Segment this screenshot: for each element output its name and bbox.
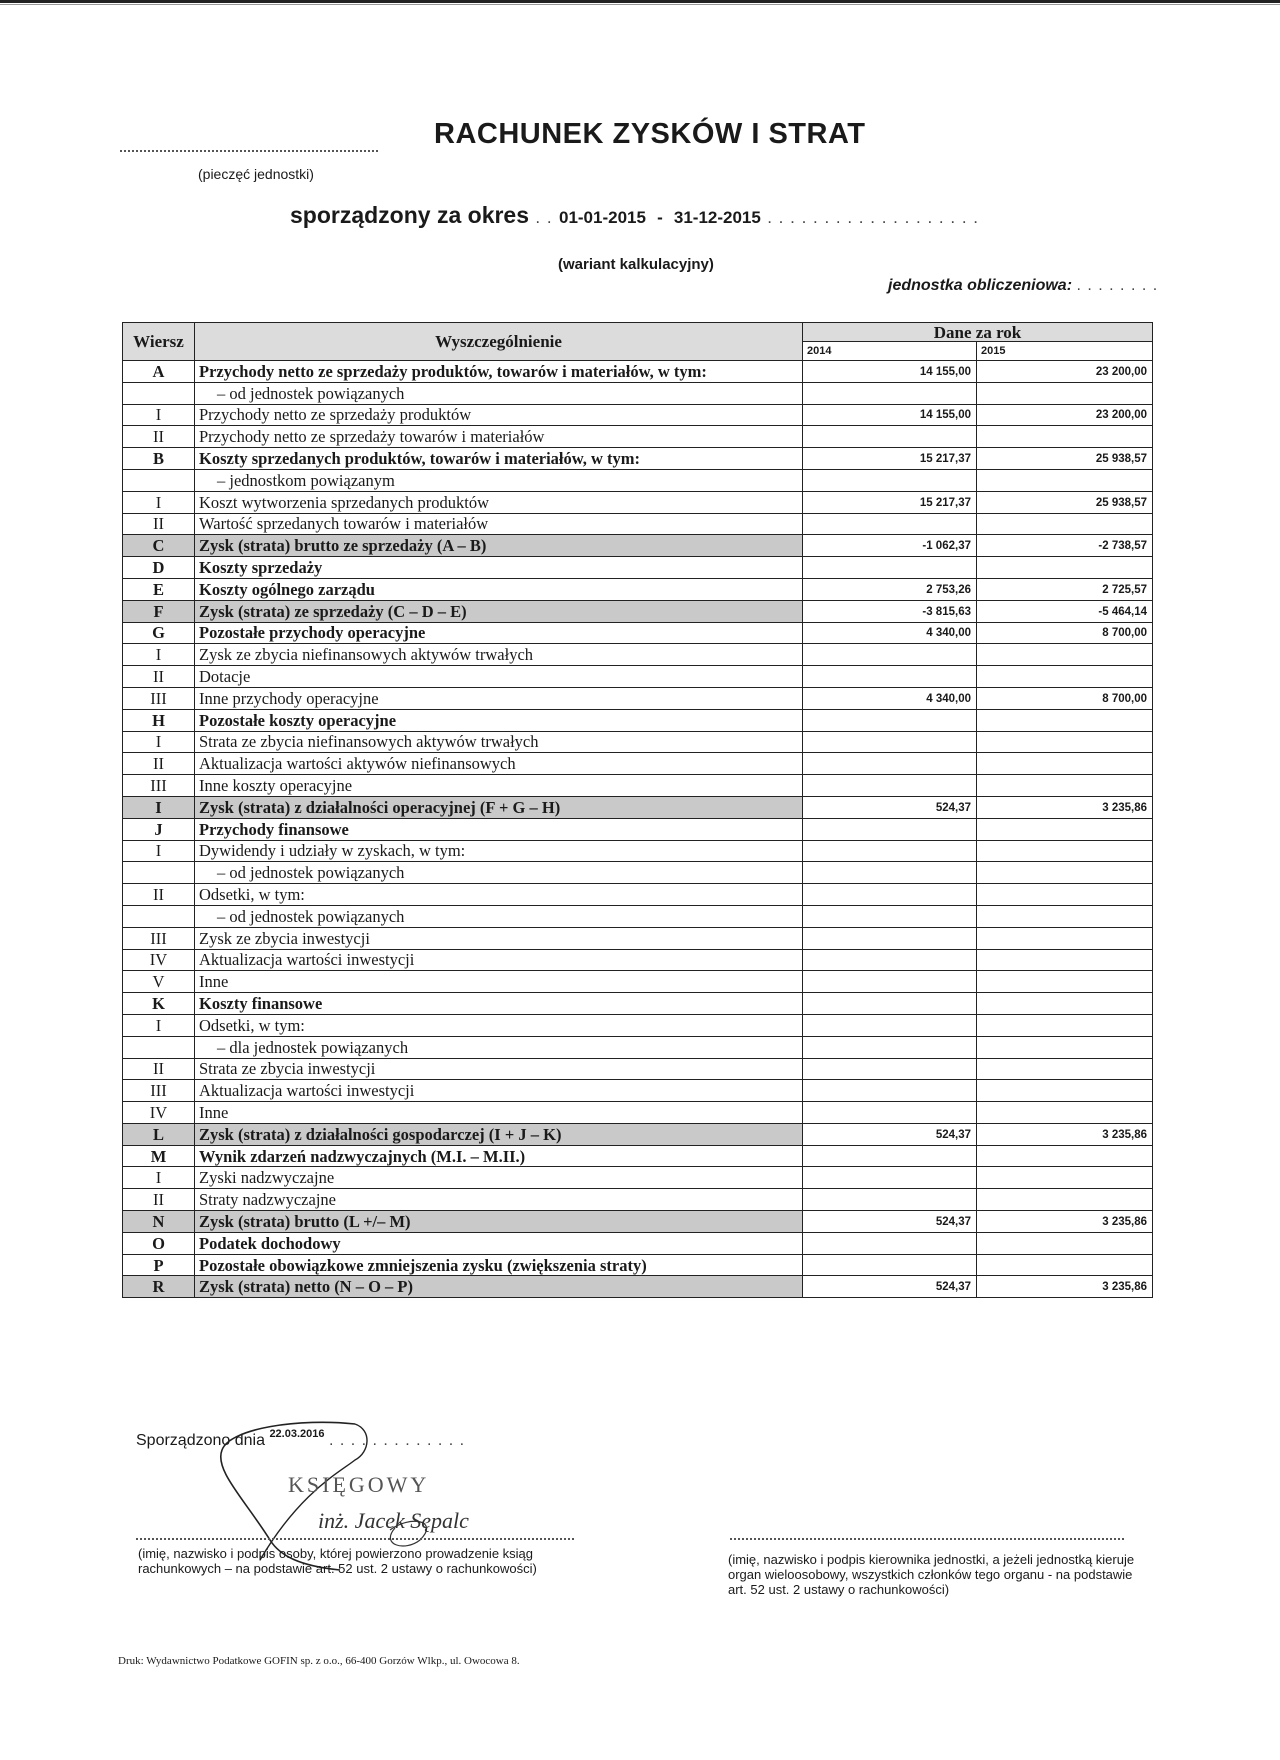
row-value-2014: 524,37 (803, 1276, 977, 1298)
row-code: II (123, 513, 195, 535)
period-line: sporządzony za okres . . 01-01-2015 - 31-12-2015 . . . . . . . . . . . . . . . . . . . (290, 202, 979, 228)
row-code: II (123, 666, 195, 688)
row-description: Odsetki, w tym: (195, 884, 803, 906)
row-description: Inne (195, 1102, 803, 1124)
row-code: III (123, 687, 195, 709)
left-signature-line (136, 1538, 574, 1540)
row-description: Strata ze zbycia niefinansowych aktywów trwałych (195, 731, 803, 753)
row-value-2015: 23 200,00 (977, 404, 1153, 426)
row-value-2014: 524,37 (803, 1211, 977, 1233)
row-description: Strata ze zbycia inwestycji (195, 1058, 803, 1080)
unit-line: jednostka obliczeniowa: . . . . . . . . (888, 277, 1159, 294)
row-description: – od jednostek powiązanych (195, 382, 803, 404)
row-code: I (123, 1167, 195, 1189)
row-description: Wynik zdarzeń nadzwyczajnych (M.I. – M.II.) (195, 1145, 803, 1167)
handwritten-signature: inż. Jacek Sępalc (318, 1508, 469, 1533)
row-code: N (123, 1211, 195, 1233)
row-code: II (123, 1189, 195, 1211)
row-value-2015: 8 700,00 (977, 687, 1153, 709)
row-value-2014: 14 155,00 (803, 404, 977, 426)
right-signature-line (730, 1538, 1124, 1540)
row-code: II (123, 426, 195, 448)
row-value-2015: 8 700,00 (977, 622, 1153, 644)
row-description: Aktualizacja wartości aktywów niefinansowych (195, 753, 803, 775)
prepared-on: Sporządzono dnia $^{22.03.2016}$ . . . . . . . . . . . . . (136, 1428, 466, 1449)
col-header-desc: Wyszczególnienie (195, 323, 803, 361)
row-value-2015: 3 235,86 (977, 1276, 1153, 1298)
row-description: Koszty ogólnego zarządu (195, 578, 803, 600)
row-code: B (123, 448, 195, 470)
prepared-label: Sporządzono dnia (136, 1432, 265, 1449)
row-description: Zysk (strata) brutto ze sprzedaży (A – B) (195, 535, 803, 557)
row-description: Zyski nadzwyczajne (195, 1167, 803, 1189)
stamp-label: (pieczęć jednostki) (198, 166, 314, 182)
row-description: – jednostkom powiązanym (195, 469, 803, 491)
row-code: O (123, 1232, 195, 1254)
row-description: Aktualizacja wartości inwestycji (195, 949, 803, 971)
period-label: sporządzony za okres (290, 202, 530, 228)
variant-label: (wariant kalkulacyjny) (558, 256, 714, 273)
row-description: Dotacje (195, 666, 803, 688)
row-code: I (123, 1014, 195, 1036)
row-description: Koszty sprzedaży (195, 557, 803, 579)
row-description: Aktualizacja wartości inwestycji (195, 1080, 803, 1102)
row-code: H (123, 709, 195, 731)
row-description: Straty nadzwyczajne (195, 1189, 803, 1211)
row-code: E (123, 578, 195, 600)
row-description: Przychody netto ze sprzedaży produktów (195, 404, 803, 426)
row-description: Wartość sprzedanych towarów i materiałów (195, 513, 803, 535)
accountant-stamp: KSIĘGOWY (288, 1472, 430, 1497)
row-code: L (123, 1123, 195, 1145)
row-code: P (123, 1254, 195, 1276)
row-value-2015: 2 725,57 (977, 578, 1153, 600)
prepared-date: 22.03.2016 (269, 1428, 325, 1440)
row-description: Przychody netto ze sprzedaży produktów, towarów i materiałów, w tym: (195, 361, 803, 383)
row-value-2015: 3 235,86 (977, 1211, 1153, 1233)
row-description: – od jednostek powiązanych (195, 905, 803, 927)
col-header-data: Dane za rok (803, 323, 1153, 342)
row-description: Koszt wytworzenia sprzedanych produktów (195, 491, 803, 513)
row-value-2014: -3 815,63 (803, 600, 977, 622)
row-value-2014: 15 217,37 (803, 448, 977, 470)
row-code: III (123, 1080, 195, 1102)
row-description: Dywidendy i udziały w zyskach, w tym: (195, 840, 803, 862)
row-value-2014: 4 340,00 (803, 622, 977, 644)
row-code: II (123, 1058, 195, 1080)
row-code: F (123, 600, 195, 622)
row-description: Koszty sprzedanych produktów, towarów i materiałów, w tym: (195, 448, 803, 470)
row-description: Pozostałe obowiązkowe zmniejszenia zysku (zwiększenia straty) (195, 1254, 803, 1276)
row-description: Zysk (strata) netto (N – O – P) (195, 1276, 803, 1298)
row-description: Inne koszty operacyjne (195, 775, 803, 797)
row-description: Podatek dochodowy (195, 1232, 803, 1254)
row-value-2014: 524,37 (803, 1123, 977, 1145)
row-description: Zysk (strata) z działalności operacyjnej (F + G – H) (195, 796, 803, 818)
unit-label: jednostka obliczeniowa: (888, 277, 1073, 294)
row-value-2014: 2 753,26 (803, 578, 977, 600)
row-value-2015: -5 464,14 (977, 600, 1153, 622)
row-description: Zysk ze zbycia niefinansowych aktywów trwałych (195, 644, 803, 666)
row-description: Przychody finansowe (195, 818, 803, 840)
period-from: 01-01-2015 (558, 208, 646, 227)
row-description: Pozostałe koszty operacyjne (195, 709, 803, 731)
row-code: I (123, 404, 195, 426)
row-description: Koszty finansowe (195, 993, 803, 1015)
row-description: Inne przychody operacyjne (195, 687, 803, 709)
row-code: III (123, 775, 195, 797)
row-value-2014: 14 155,00 (803, 361, 977, 383)
document-title: RACHUNEK ZYSKÓW I STRAT (434, 118, 866, 150)
row-description: Odsetki, w tym: (195, 1014, 803, 1036)
row-code: II (123, 884, 195, 906)
row-code: I (123, 840, 195, 862)
row-code: R (123, 1276, 195, 1298)
period-to: 31-12-2015 (673, 208, 761, 227)
row-description: Przychody netto ze sprzedaży towarów i materiałów (195, 426, 803, 448)
left-signature-caption: (imię, nazwisko i podpis osoby, której powierzono prowadzenie ksiąg rachunkowych – na podstawie art. 52 ust. 2 ustawy o rachunkowości) (138, 1546, 537, 1576)
row-code: D (123, 557, 195, 579)
row-description: – dla jednostek powiązanych (195, 1036, 803, 1058)
row-value-2014: -1 062,37 (803, 535, 977, 557)
row-value-2015: 25 938,57 (977, 448, 1153, 470)
row-value-2014: 15 217,37 (803, 491, 977, 513)
row-value-2015: 3 235,86 (977, 796, 1153, 818)
row-code: IV (123, 949, 195, 971)
row-value-2014: 524,37 (803, 796, 977, 818)
col-header-year-2015: 2015 (977, 342, 1153, 361)
row-description: Zysk (strata) brutto (L +/– M) (195, 1211, 803, 1233)
row-code: I (123, 796, 195, 818)
row-code: III (123, 927, 195, 949)
row-description: – od jednostek powiązanych (195, 862, 803, 884)
row-code: I (123, 731, 195, 753)
row-code: J (123, 818, 195, 840)
row-value-2015: 25 938,57 (977, 491, 1153, 513)
row-code: I (123, 491, 195, 513)
row-code: V (123, 971, 195, 993)
row-value-2015: -2 738,57 (977, 535, 1153, 557)
row-code: I (123, 644, 195, 666)
row-description: Zysk (strata) z działalności gospodarczej (I + J – K) (195, 1123, 803, 1145)
row-value-2015: 3 235,86 (977, 1123, 1153, 1145)
col-header-year-2014: 2014 (803, 342, 977, 361)
printer-note: Druk: Wydawnictwo Podatkowe GOFIN sp. z o.o., 66-400 Gorzów Wlkp., ul. Owocowa 8. (118, 1655, 520, 1667)
row-value-2014: 4 340,00 (803, 687, 977, 709)
row-description: Pozostałe przychody operacyjne (195, 622, 803, 644)
row-description: Zysk ze zbycia inwestycji (195, 927, 803, 949)
row-value-2015: 23 200,00 (977, 361, 1153, 383)
row-code: K (123, 993, 195, 1015)
row-description: Inne (195, 971, 803, 993)
row-code: IV (123, 1102, 195, 1124)
row-code: A (123, 361, 195, 383)
period-sep: - (657, 208, 663, 227)
row-code: M (123, 1145, 195, 1167)
row-code: G (123, 622, 195, 644)
row-description: Zysk (strata) ze sprzedaży (C – D – E) (195, 600, 803, 622)
col-header-row: Wiersz (123, 323, 195, 361)
row-code: C (123, 535, 195, 557)
right-signature-caption: (imię, nazwisko i podpis kierownika jednostki, a jeżeli jednostką kieruje organ wieloosobowy, wszystkich członków tego organu - na podstawie art. 52 ust. 2 ustawy o rachunkowości) (728, 1552, 1135, 1597)
row-code: II (123, 753, 195, 775)
